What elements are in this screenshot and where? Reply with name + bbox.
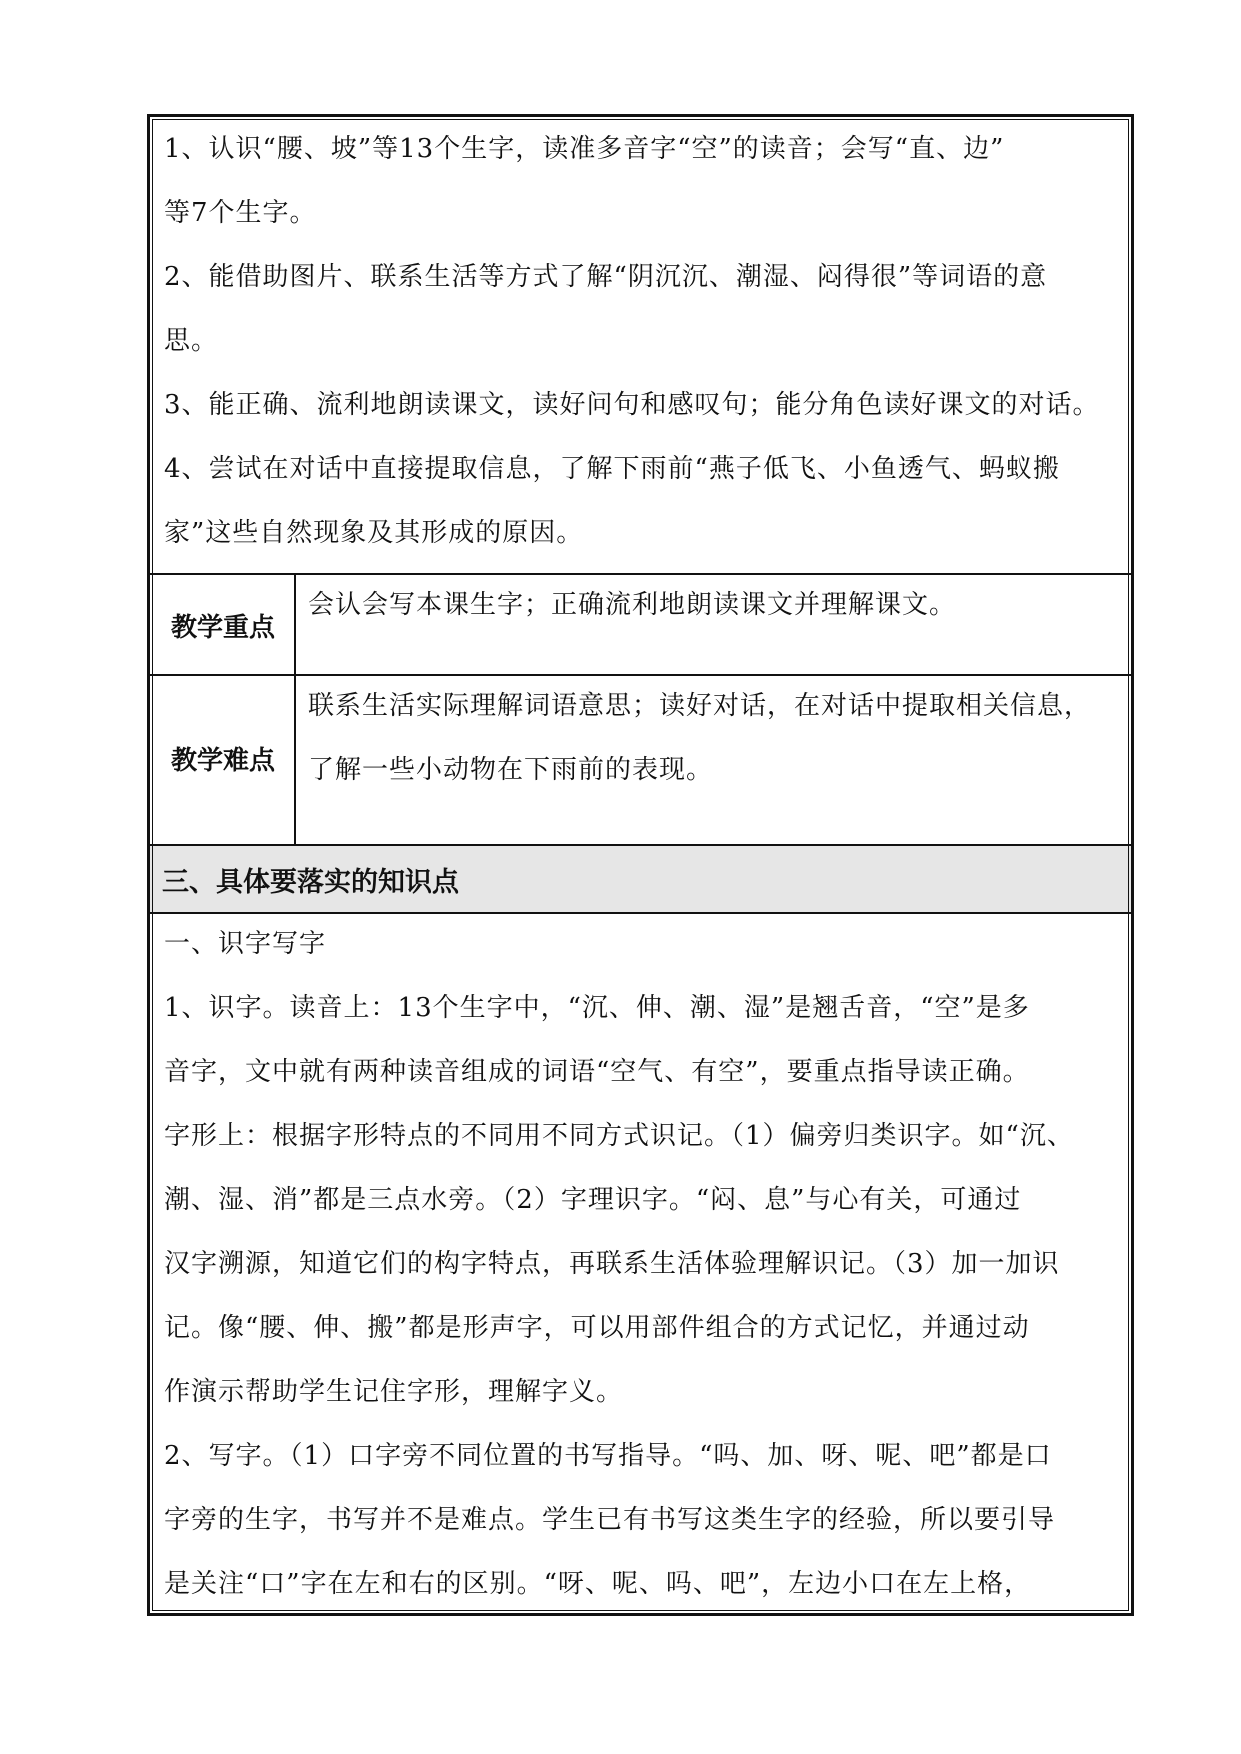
objective-line: 2、能借助图片、联系生活等方式了解“阴沉沉、潮湿、闷得很”等词语的意 xyxy=(164,262,1048,292)
label-column-divider xyxy=(294,573,296,846)
knowledge-line: 是关注“口”字在左和右的区别。“呀、呢、吗、吧”，左边小口在左上格， xyxy=(164,1569,1032,1599)
lesson-plan-table xyxy=(147,114,1134,1616)
difficulty-label: 教学难点 xyxy=(170,746,275,776)
objective-line: 3、能正确、流利地朗读课文，读好问句和感叹句；能分角色读好课文的对话。 xyxy=(164,390,1100,420)
key-point-text: 会认会写本课生字；正确流利地朗读课文并理解课文。 xyxy=(308,590,957,620)
knowledge-line: 1、识字。读音上：13个生字中，“沉、伸、潮、湿”是翘舌音，“空”是多 xyxy=(164,993,1030,1023)
knowledge-line: 字形上：根据字形特点的不同用不同方式识记。（1）偏旁归类识字。如“沉、 xyxy=(164,1121,1074,1151)
knowledge-line: 作演示帮助学生记住字形，理解字义。 xyxy=(164,1377,624,1407)
objective-line: 等7个生字。 xyxy=(164,198,317,228)
section-header xyxy=(150,846,1131,912)
knowledge-line: 一、识字写字 xyxy=(164,929,327,959)
objectives-cell xyxy=(150,117,1131,573)
objective-line: 1、认识“腰、坡”等13个生字，读准多音字“空”的读音；会写“直、边” xyxy=(164,134,1005,164)
knowledge-line: 2、写字。（1）口字旁不同位置的书写指导。“吗、加、呀、呢、吧”都是口 xyxy=(164,1441,1052,1471)
knowledge-line: 字旁的生字，书写并不是难点。学生已有书写这类生字的经验，所以要引导 xyxy=(164,1505,1056,1535)
knowledge-line: 音字，文中就有两种读音组成的词语“空气、有空”，要重点指导读正确。 xyxy=(164,1057,1030,1087)
knowledge-line: 潮、湿、消”都是三点水旁。（2）字理识字。“闷、息”与心有关，可通过 xyxy=(164,1185,1022,1215)
knowledge-line: 记。像“腰、伸、搬”都是形声字，可以用部件组合的方式记忆，并通过动 xyxy=(164,1313,1030,1343)
section-title: 三、具体要落实的知识点 xyxy=(162,867,459,898)
difficulty-line: 了解一些小动物在下雨前的表现。 xyxy=(308,755,714,785)
knowledge-line: 汉字溯源，知道它们的构字特点，再联系生活体验理解识记。（3）加一加识 xyxy=(164,1249,1060,1279)
difficulty-row xyxy=(150,676,1131,846)
key-point-row xyxy=(150,575,1131,674)
knowledge-cell xyxy=(150,914,1131,1614)
objective-line: 思。 xyxy=(164,326,219,356)
objective-line: 4、尝试在对话中直接提取信息，了解下雨前“燕子低飞、小鱼透气、蚂蚁搬 xyxy=(164,454,1060,484)
difficulty-line: 联系生活实际理解词语意思；读好对话，在对话中提取相关信息， xyxy=(308,691,1092,721)
objective-line: 家”这些自然现象及其形成的原因。 xyxy=(164,518,584,548)
key-point-label: 教学重点 xyxy=(170,613,275,643)
